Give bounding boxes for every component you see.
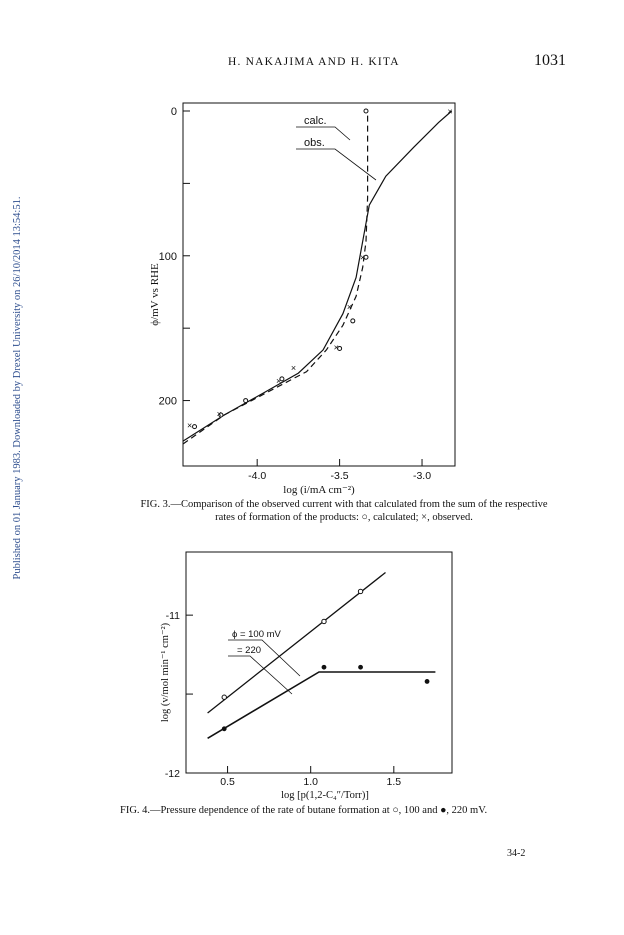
filled-circle-point: [322, 665, 327, 670]
x-tick-label: -3.0: [412, 470, 432, 482]
plot-frame: [186, 552, 452, 773]
y-tick-label: -11: [165, 610, 180, 623]
observed-point: ×: [290, 362, 297, 373]
observed-point: ×: [333, 342, 339, 353]
footer-code: 34-2: [507, 848, 526, 859]
observed-point: ×: [275, 375, 282, 386]
x-axis-label: log [p(1,2-C₄″/Torr)]: [281, 790, 369, 801]
download-watermark: Published on 01 January 1983. Downloaded by Drexel University on 26/10/2014 13:54:51.: [12, 196, 23, 580]
open-circle-point: [322, 619, 326, 623]
y-tick-label: -12: [164, 768, 180, 780]
y-tick-label: 200: [158, 395, 177, 408]
filled-circle-point: [425, 679, 430, 684]
legend-100mv: ϕ = 100 mV: [232, 629, 281, 640]
x-tick-label: 1.5: [386, 776, 402, 788]
series-100mv-line: [208, 573, 386, 714]
open-circle-point: [358, 589, 362, 593]
filled-circle-point: [358, 665, 363, 670]
y-tick-label: 0: [170, 106, 177, 118]
figure-3-caption: FIG. 3.—Comparison of the observed current with that calculated from the sum of the respective rates of formation of the products: ○, calculated; ×, observed.: [140, 499, 548, 523]
annotation-calc: calc.: [304, 115, 327, 127]
page-number: 1031: [534, 52, 566, 69]
filled-circle-point: [222, 726, 227, 731]
x-tick-label: -3.5: [330, 470, 349, 482]
annotation-obs: obs.: [304, 137, 325, 149]
series-220mv-line: [208, 672, 436, 738]
legend-220mv-leader: [228, 656, 292, 694]
observed-point: ×: [447, 106, 453, 117]
x-tick-label: -4.0: [248, 470, 267, 482]
y-tick-label: 100: [158, 250, 177, 263]
x-axis-label: log (i/mA cm⁻²): [283, 484, 355, 496]
x-tick-label: 1.0: [303, 776, 318, 788]
figure-4-caption: FIG. 4.—Pressure dependence of the rate of butane formation at ○, 100 and ●, 220 mV.: [120, 805, 488, 816]
y-axis-label: ϕ/mV vs RHE: [149, 263, 161, 326]
x-tick-label: 0.5: [220, 776, 235, 788]
observed-point: ×: [360, 252, 366, 263]
observed-point: ×: [186, 420, 193, 431]
running-head-authors: H. NAKAJIMA AND H. KITA: [228, 56, 400, 68]
observed-point: ×: [216, 409, 222, 420]
observed-point: ×: [346, 301, 353, 312]
y-axis-label: log (v/mol min⁻¹ cm⁻²): [160, 622, 171, 723]
legend-220mv: = 220: [237, 645, 262, 656]
open-circle-point: [222, 695, 226, 699]
